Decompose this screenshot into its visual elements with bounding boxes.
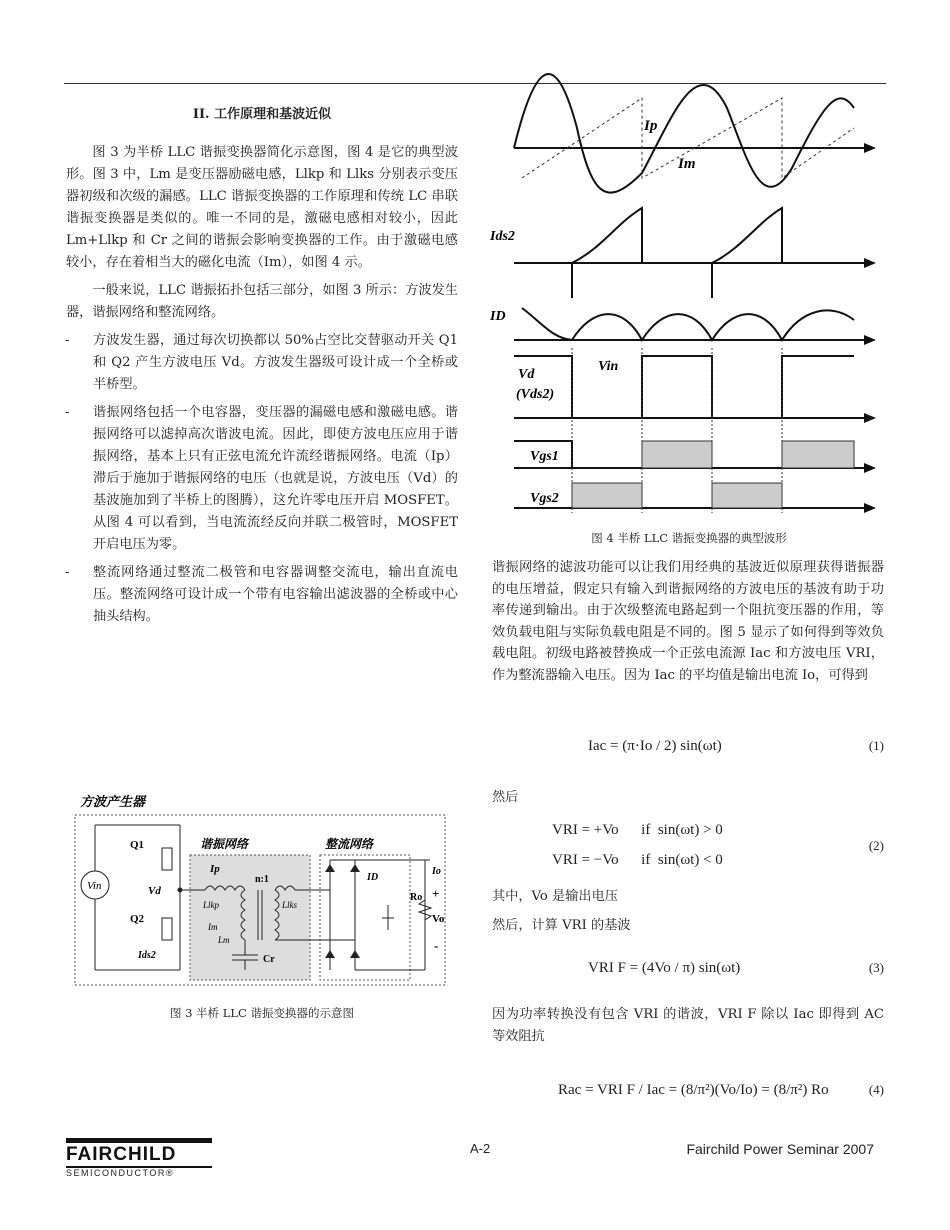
- label-vd: Vd: [148, 885, 161, 897]
- label-ip: Ip: [210, 863, 220, 875]
- equation-3-expr: VRI F = (4Vo / π) sin(ωt): [588, 960, 741, 976]
- header-rule: [64, 83, 886, 84]
- label-id: ID: [490, 309, 506, 324]
- label-lm: Lm: [218, 935, 230, 945]
- section-heading: II. 工作原理和基波近似: [192, 107, 332, 122]
- right-paragraph-1: 谐振网络的滤波功能可以让我们用经典的基波近似原理获得谐振器的电压增益，假定只有输入到谐振网络的方波电压的基波有助于功率传递到输出。由于次级整流电路起到一个阻抗变压器的作用，等效负载电阻与实际负载电阻是不同的。图 5 显示了如何得到等效负载电阻。初级电路被替换成一个正弦电流源 Iac 和方波电压 VRI，作为整流器输入电压。因为 Iac 的平均值是输出电流 Io，可得到: [492, 560, 884, 683]
- then-label-1: 然后: [492, 790, 519, 805]
- then-label-2: 然后，计算 VRI 的基波: [492, 918, 631, 933]
- label-square-wave: 方波产生器: [80, 794, 146, 809]
- label-q1: Q1: [130, 839, 145, 851]
- label-im: Im: [208, 922, 218, 932]
- label-im: Im: [678, 156, 696, 172]
- equation-1-number: (1): [868, 738, 884, 753]
- figure-3-circuit: [70, 790, 450, 990]
- logo-name: FAIRCHILD: [66, 1144, 177, 1165]
- bullet-text: 整流网络通过整流二极管和电容器调整交流电，输出直流电压。整流网络可设计成一个带有电容输出滤波器的全桥或中心抽头结构。: [93, 565, 458, 624]
- where-label: 其中，Vo 是输出电压: [492, 889, 618, 904]
- equation-2a: VRI = +Vo if sin(ωt) > 0: [552, 822, 723, 838]
- bullet-dash: -: [65, 565, 70, 580]
- equation-4-number: (4): [868, 1082, 884, 1097]
- label-rectifier: 整流网络: [325, 837, 374, 851]
- label-vgs1: Vgs1: [530, 449, 559, 464]
- label-llkp: Llkp: [203, 900, 220, 910]
- label-q2: Q2: [130, 913, 145, 925]
- label-plus: +: [432, 886, 440, 901]
- label-vin: Vin: [598, 359, 619, 374]
- label-ip: Ip: [644, 118, 658, 134]
- page-number: A-2: [470, 1141, 491, 1156]
- bullet-text: 谐振网络包括一个电容器，变压器的漏磁电感和激磁电感。谐振网络可以滤掉高次谐波电流。因此，即使方波电压应用于谐振网络，基本上只有正弦电流允许流经谐振网络。电流（Ip）滞后于施加于谐振网络的电压（也就是说，方波电压（Vd）的基波施加到了半桥上的图腾），这允许零电压开启 MOSFET。从图 4 可以看到，当电流流经反向并联二极管时，MOSFET 开启电压为零。: [93, 405, 458, 552]
- fairchild-logo: [66, 1138, 212, 1179]
- left-column: [66, 104, 458, 634]
- label-llks: Llks: [282, 900, 298, 910]
- equation-4-expr: Rac = VRI F / Iac = (8/π²)(Vo/Io) = (8/π²) Ro: [558, 1082, 829, 1098]
- label-id: ID: [367, 872, 379, 883]
- label-ids2: Ids2: [138, 950, 156, 961]
- label-resonant: 谐振网络: [200, 837, 249, 851]
- label-io: Io: [432, 866, 441, 877]
- seminar-title: Fairchild Power Seminar 2007: [686, 1141, 874, 1157]
- bullet-item: [66, 402, 458, 556]
- logo-bar: [66, 1138, 212, 1143]
- label-ro: Ro: [410, 892, 423, 903]
- label-minus: -: [434, 938, 439, 953]
- logo-subtitle: SEMICONDUCTOR®: [66, 1166, 212, 1179]
- bullet-dash: -: [65, 405, 70, 420]
- equation-2b: VRI = −Vo if sin(ωt) < 0: [552, 852, 723, 868]
- figure-4-caption: 图 4 半桥 LLC 谐振变换器的典型波形: [591, 531, 787, 545]
- bullet-item: [66, 330, 458, 396]
- figure-3-caption: 图 3 半桥 LLC 谐振变换器的示意图: [169, 1006, 354, 1020]
- paragraph-2: 一般来说，LLC 谐振拓扑包括三部分，如图 3 所示：方波发生器，谐振网络和整流网络。: [66, 283, 458, 320]
- bullet-text: 方波发生器，通过每次切换都以 50%占空比交替驱动开关 Q1 和 Q2 产生方波电压 Vd。方波发生器级可设计成一个全桥或半桥型。: [93, 333, 458, 392]
- label-cr: Cr: [263, 954, 275, 965]
- bullet-dash: -: [65, 333, 70, 348]
- label-vo: Vo: [432, 913, 445, 925]
- label-vgs2: Vgs2: [530, 491, 559, 506]
- right-paragraph-last: 因为功率转换没有包含 VRI 的谐波，VRI F 除以 Iac 即得到 AC 等效阻抗: [492, 1007, 884, 1044]
- equation-1-expr: Iac = (π·Io / 2) sin(ωt): [588, 738, 722, 754]
- label-vds2: (Vds2): [516, 387, 555, 402]
- label-ids2: Ids2: [490, 229, 515, 244]
- label-vd: Vd: [518, 367, 535, 382]
- equation-2-number: (2): [868, 838, 884, 853]
- label-ratio: n:1: [255, 874, 269, 885]
- equation-3-number: (3): [868, 960, 884, 975]
- bullet-item: [66, 562, 458, 628]
- label-vin: Vin: [87, 880, 102, 892]
- figure-4-waveforms: [492, 88, 886, 520]
- paragraph-1: 图 3 为半桥 LLC 谐振变换器简化示意图，图 4 是它的典型波形。图 3 中，Lm 是变压器励磁电感，Llkp 和 Llks 分别表示变压器初级和次级的漏感。LLC 谐振变换器的工作原理和传统 LC 串联谐振变换器是类似的。唯一不同的是，激磁电感相对较小，因此 Lm+Llkp 和 Cr 之间的谐振会影响变换器的工作。由于激磁电感较小，存在着相当大的磁化电流（Im），如图 4 示。: [66, 145, 458, 270]
